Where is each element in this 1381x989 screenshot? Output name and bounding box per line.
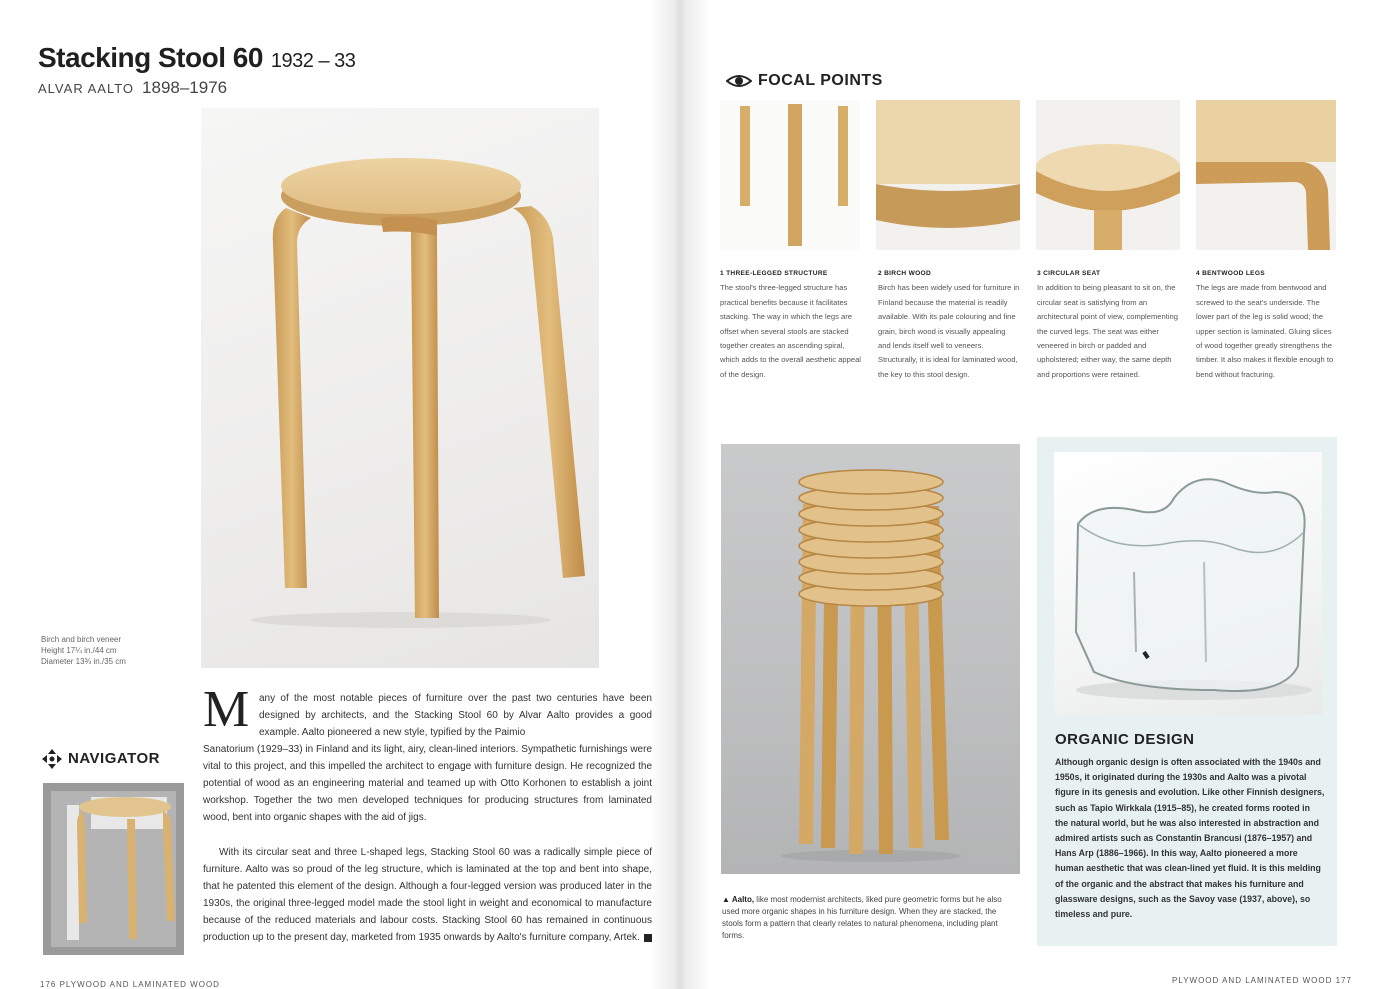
focal-point-1-text: The stool's three-legged structure has practical benefits because it facilitates stacking. The way in which the legs are offset when several stools are stacked together creates an ascending spiral, which adds to the overall aesthetic appeal of the design. — [720, 283, 861, 379]
page-gutter — [650, 0, 710, 989]
designer-years: 1898–1976 — [142, 78, 228, 97]
intro-paragraph-rest: Sanatorium (1929–33) in Finland and its light, airy, clean-lined interiors. Sympathetic furnishings were vital to this project, and this impelled the architect to engage with furniture design. He recognized the potential of wood as an engineering material and teamed up with Otto Korhonen to establish a joint workshop. Together the two men developed techniques for producing structures from laminated wood, bent into organic shapes with the aid of jigs. — [203, 744, 652, 824]
second-paragraph: With its circular seat and three L-shaped legs, Stacking Stool 60 was a radically simple piece of furniture. Aalto was so proud of the leg structure, which is laminated at the top and bent into shape, that he patented this element of the design. Although a four-legged version was produced later in the 1930s, the original three-legged model made the stool light in weight and economical to manufacture because of the reduced materials and labour costs. Stacking Stool 60 has remained in continuous production up to the present day, marketed from 1935 onwards by Aalto's furniture company, Artek. — [203, 847, 652, 944]
navigator-label: NAVIGATOR — [68, 749, 161, 767]
stool-main-photo — [201, 108, 599, 668]
designer-name: ALVAR AALTO — [38, 81, 135, 96]
end-mark-icon — [644, 934, 652, 942]
organic-design-heading: ORGANIC DESIGN — [1055, 731, 1195, 748]
focal-point-3-text: In addition to being pleasant to sit on, the circular seat is satisfying from an architectural point of view, complementing the curved legs. The seat was either veneered in birch or padded and upholstered; either way, the same depth and proportions were retained. — [1037, 283, 1178, 379]
focal-point-1-heading: 1 THREE-LEGGED STRUCTURE — [720, 270, 828, 277]
page-title: Stacking Stool 60 1932 – 33 — [38, 42, 356, 73]
intro-paragraph-first: any of the most notable pieces of furniture over the past two centuries have been designed by architects, and the Stacking Stool 60 by Alvar Aalto provides a good example. Aalto pioneered a new style, typified by the Paimio — [259, 693, 652, 739]
footer-right: PLYWOOD AND LAMINATED WOOD 177 — [1172, 976, 1352, 985]
focal-point-1 — [720, 266, 862, 382]
title-dates: 1932 – 33 — [270, 50, 356, 72]
focal-point-4-heading: 4 BENTWOOD LEGS — [1196, 270, 1265, 277]
navigator-heading — [42, 749, 160, 769]
spec-block — [41, 634, 126, 667]
navigator-thumbnail — [43, 783, 184, 955]
footer-left: 176 PLYWOOD AND LAMINATED WOOD — [40, 980, 220, 989]
focal-point-4 — [1196, 266, 1338, 382]
focal-photo-legs — [720, 100, 860, 250]
focal-point-4-text: The legs are made from bentwood and screwed to the seat's underside. The lower part of the leg is solid wood; the upper section is laminated. Gluing slices of wood together greatly strengthens the timber. It also makes it flexible enough to bend without fracturing. — [1196, 283, 1334, 379]
focal-photo-birch — [876, 100, 1020, 250]
designer-line — [38, 78, 227, 98]
focal-point-2-heading: 2 BIRCH WOOD — [878, 270, 932, 277]
focal-photo-bentwood — [1196, 100, 1336, 250]
focal-points-heading — [726, 72, 883, 90]
caption-text: like most modernist architects, liked pure geometric forms but he also used more organic shapes in his furniture design. When they are stacked, the stools form a pattern that clearly relates to natural phenomena, including plant forms. — [722, 895, 1002, 940]
focal-point-2 — [878, 266, 1020, 382]
focal-point-2-text: Birch has been widely used for furniture in Finland because the material is readily available. With its pale colouring and fine grain, birch wood is visually appealing and lends itself well to veneers. Structurally, it is ideal for laminated wood, the key to this stool design. — [878, 283, 1020, 379]
spec-diameter: Diameter 13¾ in./35 cm — [41, 657, 126, 666]
focal-photo-seat — [1036, 100, 1180, 250]
stacked-stools-photo — [721, 444, 1020, 874]
caption-lead: ▲ Aalto, — [722, 895, 755, 904]
focal-point-3-heading: 3 CIRCULAR SEAT — [1037, 270, 1101, 277]
organic-design-text: Although organic design is often associated with the 1940s and 1950s, it originated during the 1930s and Aalto was a pivotal figure in its genesis and evolution. Like other Finnish designers, such as Tapio Wirkkala (1915–85), he created forms rooted in the natural world, but he was also interested in abstraction and admired artists such as Constantin Brancusi (1876–1957) and Hans Arp (1886–1966). In this way, Aalto pioneered a more human aesthetic that was clean-lined yet fluid. It is this melding of the organic and the abstract that makes his furniture and glassware designs, such as the Savoy vase (1937, above), so timeless and pure. — [1055, 757, 1325, 920]
drop-cap: M — [203, 681, 250, 738]
spec-material: Birch and birch veneer — [41, 635, 122, 644]
stacked-stools-caption — [722, 894, 1002, 942]
focal-points-label: FOCAL POINTS — [758, 72, 883, 89]
focal-point-3 — [1037, 266, 1179, 382]
navigator-icon — [42, 749, 62, 769]
savoy-vase-photo — [1054, 452, 1322, 715]
eye-icon — [726, 73, 752, 89]
spec-height: Height 17¼ in./44 cm — [41, 646, 117, 655]
